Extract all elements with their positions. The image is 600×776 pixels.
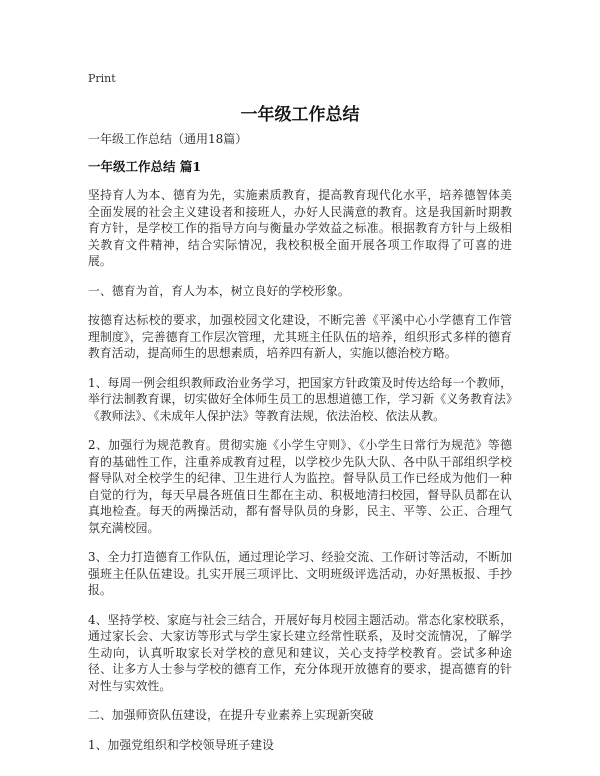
paragraph-intro: 坚持育人为本、德育为先，实施素质教育，提高教育现代化水平，培养德智体美全面发展的社会主义建设者和接班人，办好人民满意的教育。这是我国新时期教育方针，是学校工作的指导方向与衡量办学效益之标准。根据教育方针与上级相关教育文件精神，结合实际情况，我校积极全面开展各项工作取得了可喜的进展。 bbox=[88, 188, 512, 268]
document-body bbox=[88, 131, 512, 766]
paragraph-item-1: 1、每周一例会组织教师政治业务学习，把国家方针政策及时传达给每一个教师，举行法制教育课，切实做好全体师生员工的思想道德工作，学习新《义务教育法》《教师法》、《未成年人保护法》等教育法规，依法治校、依法从教。 bbox=[88, 375, 512, 423]
paragraph-heading-1: 一、德育为首，育人为本，树立良好的学校形象。 bbox=[88, 283, 350, 298]
print-link[interactable]: Print bbox=[88, 72, 116, 85]
paragraph-item-3: 3、全力打造德育工作队伍，通过理论学习、经验交流、工作研讨等活动，不断加强班主任队伍建设。扎实开展三项评比、文明班级评选活动，办好黑板报、手抄报。 bbox=[88, 550, 512, 597]
document-subtitle: 一年级工作总结（通用18篇） bbox=[88, 132, 248, 146]
paragraph-item-2: 2、加强行为规范教育。贯彻实施《小学生守则》、《小学生日常行为规范》等德育的基础性工作，注重养成教育过程，以学校少先队大队、各中队干部组织学校督导队对全校学生的纪律、卫生进行人为监控。督导队员工作已经成为他们一种自觉的行为，每天早晨各班值日生都在主动、积极地清扫校园，督导队员都在认真地检查。每天的两操活动，都有督导队员的身影，民主、平等、公正、合理气氛充满校园。 bbox=[88, 438, 512, 535]
paragraph-heading-2: 二、加强师资队伍建设，在提升专业素养上实现新突破 bbox=[88, 708, 374, 722]
paragraph-item-4: 4、坚持学校、家庭与社会三结合，开展好每月校园主题活动。常态化家校联系，通过家长会、大家访等形式与学生家长建立经常性联系，及时交流情况，了解学生动向，认真听取家长对学校的意见和建议，关心支持学校教育。尝试多种途径、让多方人士参与学校的德育工作，充分体现开放德育的要求，提高德育的针对性与实效性。 bbox=[88, 612, 512, 693]
paragraph-moral-standard: 按德育达标校的要求，加强校园文化建设，不断完善《平溪中心小学德育工作管理制度》，完善德育工作层次管理，尤其班主任队伍的培养，组织形式多样的德育教育活动，提高师生的思想素质，培养四有新人，实施以德治校方略。 bbox=[88, 313, 512, 360]
paragraph-sub-1: 1、加强党组织和学校领导班子建设 bbox=[88, 737, 275, 752]
section-heading: 一年级工作总结 篇1 bbox=[88, 159, 202, 174]
document-title: 一年级工作总结 bbox=[240, 105, 360, 125]
